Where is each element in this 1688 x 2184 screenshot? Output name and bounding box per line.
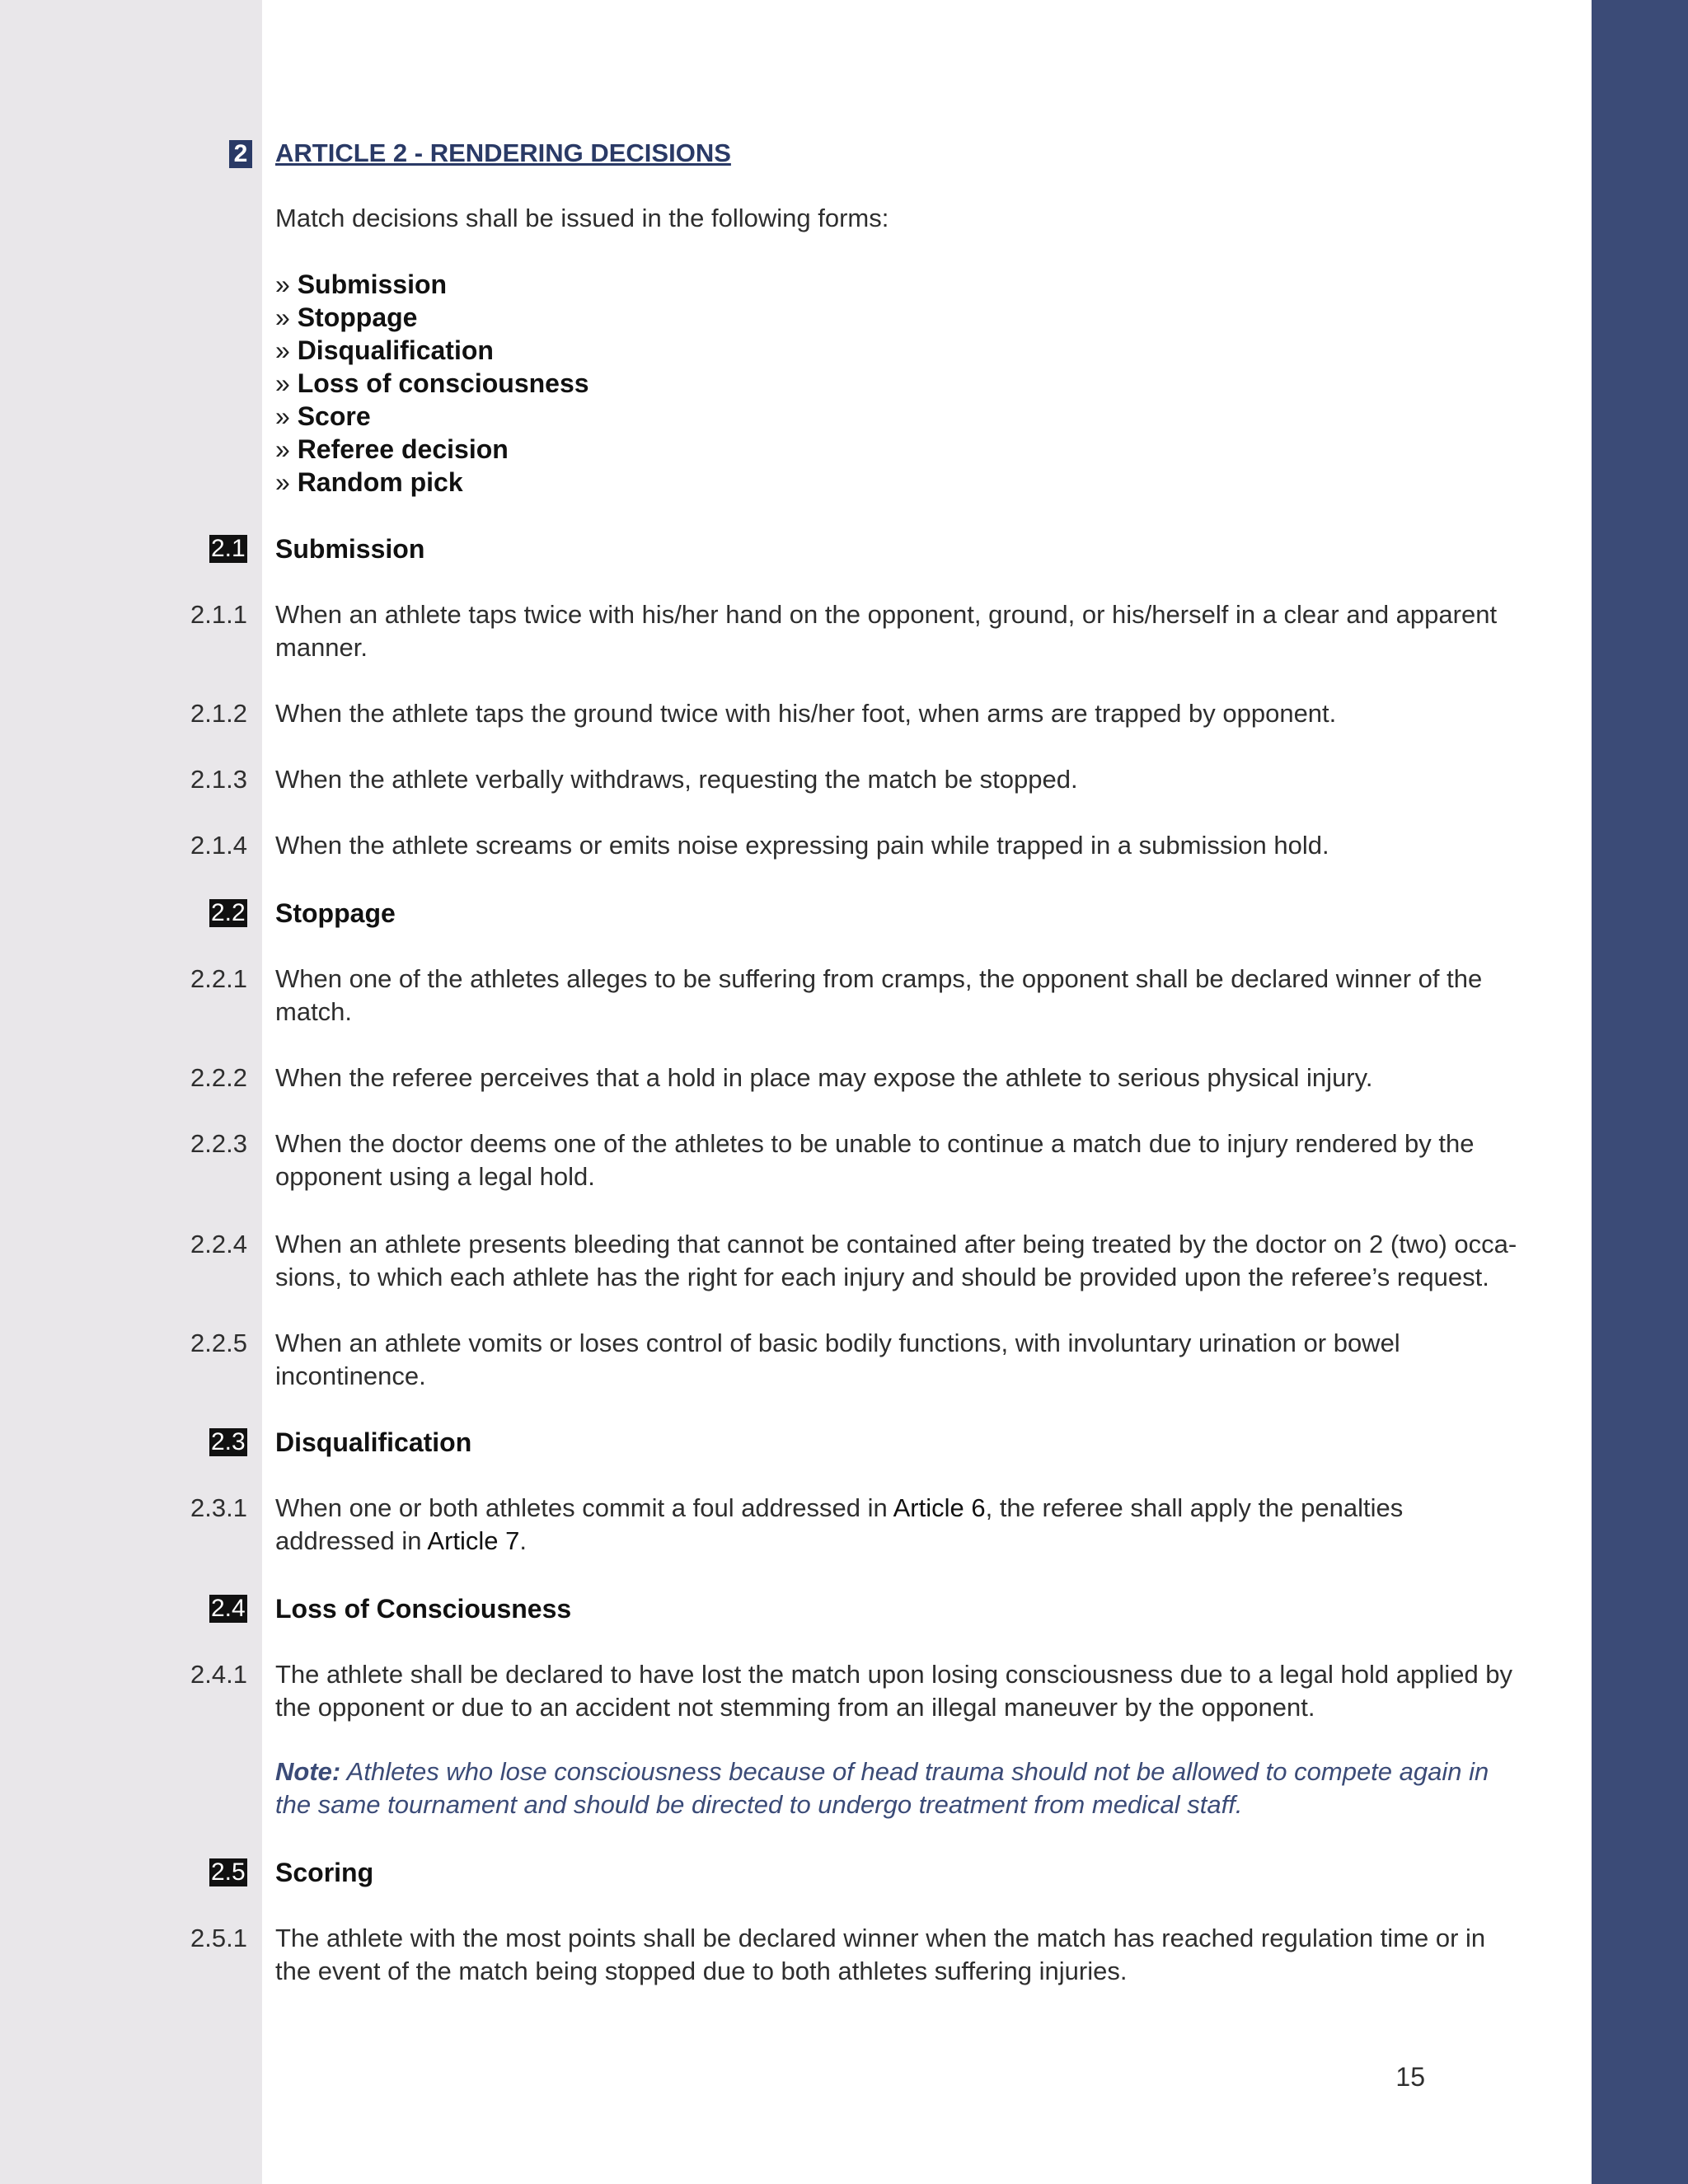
- clause-text-part: , the referee shall apply the penalties addressed in: [275, 1493, 1404, 1555]
- section-title: Stoppage: [275, 898, 396, 928]
- clause-text: When the referee perceives that a hold in place may expose the athlete to serious physical injury.: [275, 1063, 1373, 1092]
- page-number: 15: [1395, 2062, 1425, 2092]
- section-title: Scoring: [275, 1858, 374, 1887]
- section-title: Submission: [275, 534, 425, 564]
- bullet-mark: »: [275, 401, 290, 431]
- article-number-badge: 2: [229, 140, 252, 168]
- note-block: [275, 1755, 1520, 1821]
- section-number-badge: 2.2: [211, 899, 246, 926]
- section-title: Disqualification: [275, 1427, 472, 1457]
- list-item-label: Referee decision: [297, 434, 509, 464]
- list-item: [275, 433, 1017, 466]
- clause-number: 2.2.1: [190, 964, 247, 993]
- clause-text: [275, 1492, 1520, 1558]
- clause-number: 2.4.1: [190, 1660, 247, 1689]
- clause-number: 2.1.1: [190, 600, 247, 629]
- clause-text-part: When one or both athletes commit a foul addressed in: [275, 1493, 893, 1522]
- note-label: Note:: [275, 1757, 341, 1786]
- list-item-label: Random pick: [297, 467, 463, 497]
- clause-number: 2.5.1: [190, 1924, 247, 1952]
- list-item: [275, 268, 1017, 301]
- article-title[interactable]: ARTICLE 2 - RENDERING DECISIONS: [275, 138, 731, 167]
- clause-text: When an athlete vomits or loses control of basic bodily functions, with involuntary urination or bowel incontinence.: [275, 1329, 1400, 1390]
- right-color-bar: [1592, 0, 1688, 2184]
- clause-text: When the athlete screams or emits noise expressing pain while trapped in a submission hold.: [275, 831, 1329, 860]
- section-number-badge: 2.4: [211, 1595, 246, 1622]
- article-7-reference[interactable]: Article 7: [427, 1526, 520, 1555]
- section-number-badge: 2.1: [211, 535, 246, 562]
- clause-text: The athlete with the most points shall be declared winner when the match has reached regulation time or in the event of the match being stopped due to both athletes suffering injuries.: [275, 1924, 1486, 1985]
- section-number-badge: 2.5: [211, 1858, 246, 1886]
- list-item-label: Loss of consciousness: [297, 368, 589, 398]
- clause-text-part: .: [519, 1526, 528, 1555]
- clause-number: 2.2.4: [190, 1230, 247, 1258]
- list-item-label: Submission: [297, 269, 448, 299]
- clause-number: 2.1.2: [190, 699, 247, 728]
- list-item: [275, 367, 1017, 400]
- bullet-mark: »: [275, 434, 290, 464]
- bullet-mark: »: [275, 335, 290, 365]
- clause-text: When an athlete presents bleeding that cannot be contained after being treated by the doctor on 2 (two) occa-sions, to which each athlete has the right for each injury and should be provided upon the referee’s request.: [275, 1230, 1517, 1291]
- list-item-label: Stoppage: [297, 302, 418, 332]
- list-item: [275, 400, 1017, 433]
- clause-text: When the athlete verbally withdraws, requesting the match be stopped.: [275, 765, 1078, 794]
- clause-text: The athlete shall be declared to have lost the match upon losing consciousness due to a legal hold applied by the opponent or due to an accident not stemming from an illegal maneuver by the opponent.: [275, 1660, 1513, 1722]
- article-heading: [0, 135, 1592, 171]
- clause-text: When the doctor deems one of the athletes to be unable to continue a match due to injury rendered by the opponent using a legal hold.: [275, 1129, 1475, 1191]
- clause-text: When one of the athletes alleges to be suffering from cramps, the opponent shall be declared winner of the match.: [275, 964, 1483, 1026]
- list-item: [275, 301, 1017, 334]
- clause-number: 2.3.1: [190, 1493, 247, 1522]
- bullet-mark: »: [275, 269, 290, 299]
- list-item-label: Score: [297, 401, 371, 431]
- bullet-mark: »: [275, 467, 290, 497]
- list-item: [275, 466, 1017, 499]
- clause-number: 2.1.3: [190, 765, 247, 794]
- clause-number: 2.2.3: [190, 1129, 247, 1158]
- clause-number: 2.2.5: [190, 1329, 247, 1357]
- note-text: Athletes who lose consciousness because of head trauma should not be allowed to compete again in the same tournament and should be directed to undergo treatment from medical staff.: [275, 1757, 1489, 1819]
- section-number-badge: 2.3: [211, 1428, 246, 1455]
- list-item-label: Disqualification: [297, 335, 494, 365]
- article-6-reference[interactable]: Article 6: [893, 1493, 986, 1522]
- decision-forms-list: [275, 268, 1017, 499]
- bullet-mark: »: [275, 368, 290, 398]
- article-intro: Match decisions shall be issued in the following forms:: [275, 204, 889, 232]
- clause-text: When the athlete taps the ground twice with his/her foot, when arms are trapped by opponent.: [275, 699, 1337, 728]
- section-title: Loss of Consciousness: [275, 1594, 572, 1624]
- list-item: [275, 334, 1017, 367]
- clause-number: 2.1.4: [190, 831, 247, 860]
- bullet-mark: »: [275, 302, 290, 332]
- clause-text: When an athlete taps twice with his/her hand on the opponent, ground, or his/herself in a clear and apparent manner.: [275, 600, 1498, 662]
- clause-number: 2.2.2: [190, 1063, 247, 1092]
